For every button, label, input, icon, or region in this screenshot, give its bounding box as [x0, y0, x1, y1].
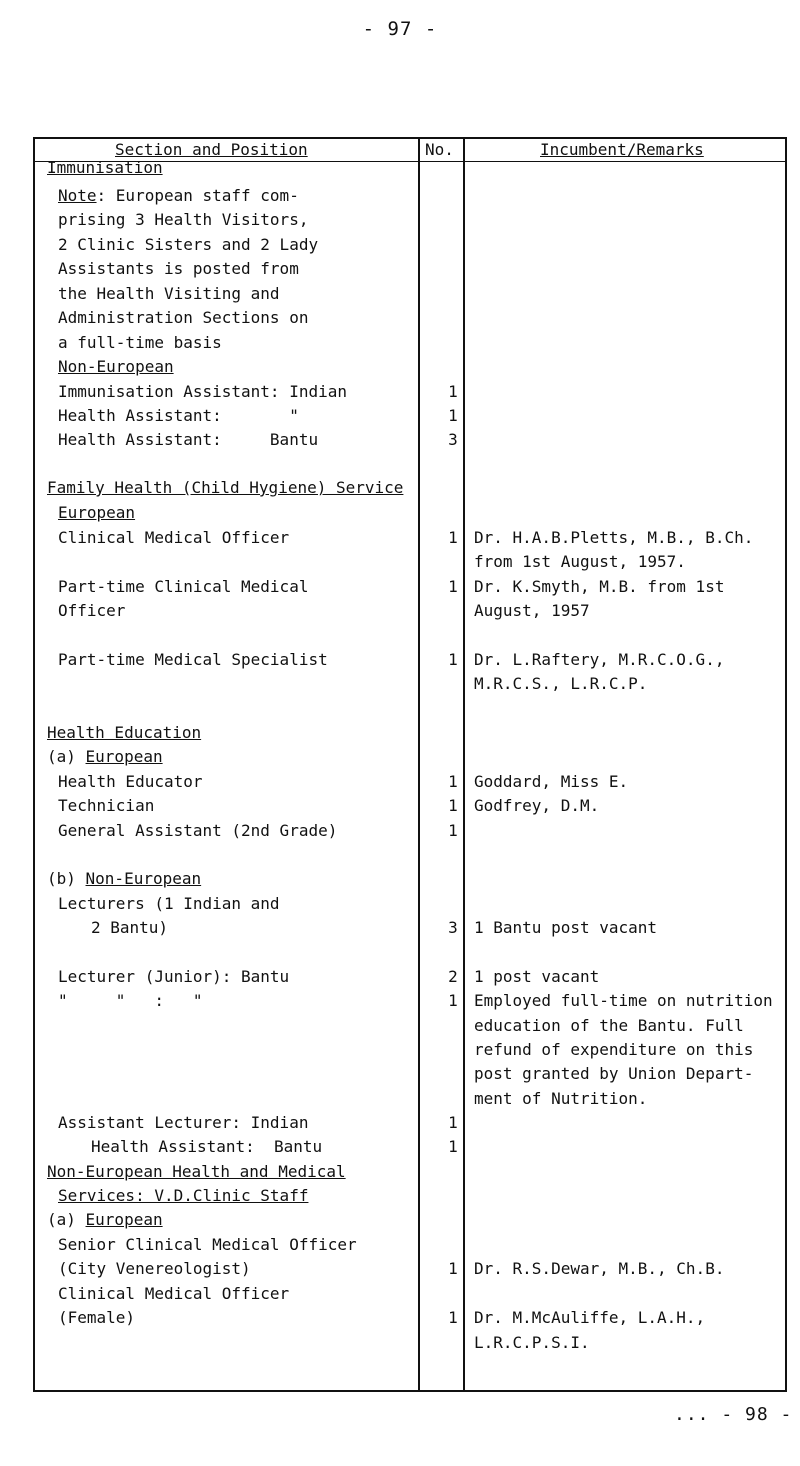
row-number: 1: [448, 796, 458, 815]
header-no: No.: [425, 140, 454, 159]
row-section-text: Administration Sections on: [58, 308, 309, 327]
row-number: 1: [448, 821, 458, 840]
continuation-marker: ... - 98 -: [674, 1404, 793, 1425]
row-remarks: August, 1957: [474, 601, 590, 620]
row-number: 1: [448, 991, 458, 1010]
row-section-text: (b) Non-European: [47, 869, 202, 888]
row-section-text: Clinical Medical Officer: [58, 1284, 290, 1303]
row-remarks: Dr. K.Smyth, M.B. from 1st: [474, 577, 725, 596]
row-section-text: Family Health (Child Hygiene) Service: [47, 478, 404, 497]
col-divider-1: [418, 137, 420, 1392]
row-section-text: Health Assistant: ": [58, 406, 299, 425]
row-section-text: the Health Visiting and: [58, 284, 280, 303]
row-section-text: Immunisation: [47, 158, 163, 177]
row-number: 1: [448, 1259, 458, 1278]
row-number: 1: [448, 1137, 458, 1156]
row-section-text: Senior Clinical Medical Officer: [58, 1235, 357, 1254]
row-remarks: refund of expenditure on this: [474, 1040, 754, 1059]
row-remarks: Godfrey, D.M.: [474, 796, 600, 815]
row-section-text: (a) European: [47, 747, 163, 766]
row-section-text: Non-European Health and Medical: [47, 1162, 346, 1181]
row-section-text: Health Educator: [58, 772, 203, 791]
row-remarks: 1 post vacant: [474, 967, 600, 986]
row-remarks: M.R.C.S., L.R.C.P.: [474, 674, 648, 693]
row-section-text: Clinical Medical Officer: [58, 528, 290, 547]
row-section-text: Health Assistant: Bantu: [91, 1137, 323, 1156]
row-number: 1: [448, 406, 458, 425]
row-number: 1: [448, 528, 458, 547]
row-remarks: Dr. R.S.Dewar, M.B., Ch.B.: [474, 1259, 725, 1278]
row-remarks: Dr. L.Raftery, M.R.C.O.G.,: [474, 650, 725, 669]
row-section-text: 2 Bantu): [91, 918, 169, 937]
row-remarks: Dr. M.McAuliffe, L.A.H.,: [474, 1308, 706, 1327]
row-number: 1: [448, 1308, 458, 1327]
row-section-text: Note: European staff com-: [58, 186, 299, 205]
row-section-text: General Assistant (2nd Grade): [58, 821, 338, 840]
row-number: 1: [448, 772, 458, 791]
row-remarks: Employed full-time on nutrition: [474, 991, 773, 1010]
row-number: 1: [448, 382, 458, 401]
row-section-text: Part-time Clinical Medical: [58, 577, 309, 596]
row-remarks: post granted by Union Depart-: [474, 1064, 754, 1083]
row-section-text: a full-time basis: [58, 333, 222, 352]
row-section-text: (City Venereologist): [58, 1259, 251, 1278]
row-section-text: Lecturers (1 Indian and: [58, 894, 280, 913]
row-section-text: Services: V.D.Clinic Staff: [58, 1186, 309, 1205]
header-incumbent: Incumbent/Remarks: [540, 140, 704, 159]
row-section-text: Immunisation Assistant: Indian: [58, 382, 347, 401]
row-section-text: Lecturer (Junior): Bantu: [58, 967, 290, 986]
row-remarks: ment of Nutrition.: [474, 1089, 648, 1108]
row-remarks: 1 Bantu post vacant: [474, 918, 658, 937]
row-section-text: Health Assistant: Bantu: [58, 430, 319, 449]
row-section-text: 2 Clinic Sisters and 2 Lady: [58, 235, 319, 254]
row-number: 1: [448, 577, 458, 596]
row-section-text: (Female): [58, 1308, 136, 1327]
row-number: 2: [448, 967, 458, 986]
table-bottom-rule: [34, 1390, 786, 1392]
row-remarks: Dr. H.A.B.Pletts, M.B., B.Ch.: [474, 528, 754, 547]
table-left-rule: [33, 137, 35, 1392]
row-number: 3: [448, 430, 458, 449]
row-section-text: Assistants is posted from: [58, 259, 299, 278]
header-section: Section and Position: [115, 140, 308, 159]
page-number: - 97 -: [362, 18, 438, 40]
row-section-text: prising 3 Health Visitors,: [58, 210, 309, 229]
row-section-text: Part-time Medical Specialist: [58, 650, 328, 669]
row-number: 1: [448, 650, 458, 669]
table-top-rule: [34, 137, 786, 139]
row-remarks: education of the Bantu. Full: [474, 1016, 744, 1035]
row-section-text: Assistant Lecturer: Indian: [58, 1113, 309, 1132]
row-section-text: Non-European: [58, 357, 174, 376]
table-right-rule: [785, 137, 787, 1392]
row-section-text: Technician: [58, 796, 155, 815]
row-section-text: Health Education: [47, 723, 202, 742]
row-remarks: Goddard, Miss E.: [474, 772, 629, 791]
row-remarks: from 1st August, 1957.: [474, 552, 686, 571]
row-section-text: (a) European: [47, 1210, 163, 1229]
row-section-text: European: [58, 503, 136, 522]
row-number: 3: [448, 918, 458, 937]
row-section-text: Officer: [58, 601, 126, 620]
row-section-text: " " : ": [58, 991, 203, 1010]
row-remarks: L.R.C.P.S.I.: [474, 1333, 590, 1352]
col-divider-2: [463, 137, 465, 1392]
row-number: 1: [448, 1113, 458, 1132]
